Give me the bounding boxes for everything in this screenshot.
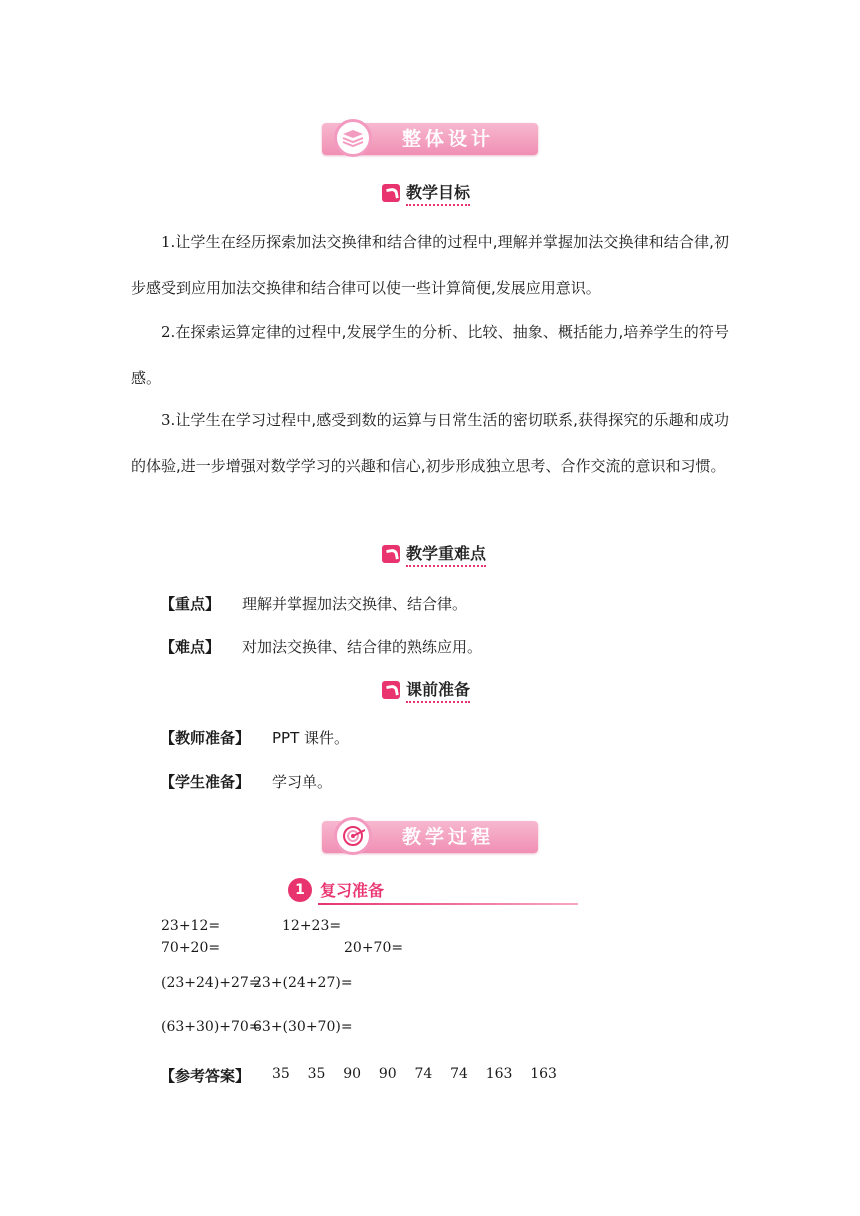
key-point-row bbox=[160, 593, 468, 614]
hard-point-text: 对加法交换律、结合律的熟练应用。 bbox=[242, 638, 483, 656]
exercise-item: 63+(30+70)= bbox=[253, 1019, 353, 1035]
key-point-text: 理解并掌握加法交换律、结合律。 bbox=[242, 595, 468, 613]
exercise-item: 70+20= bbox=[161, 940, 221, 956]
exercise-item: 23+(24+27)= bbox=[253, 975, 353, 991]
exercise-item: 23+12= bbox=[161, 918, 221, 934]
exercise-item: 12+23= bbox=[282, 918, 342, 934]
exercise-item: (63+30)+70= bbox=[161, 1019, 261, 1035]
answers-values: 35 35 90 90 74 74 163 163 bbox=[272, 1066, 557, 1082]
teaching-process-banner bbox=[322, 821, 538, 853]
exercise-item: (23+24)+27= bbox=[161, 975, 261, 991]
student-prep-row bbox=[160, 771, 333, 792]
section-heading-preparation bbox=[382, 677, 470, 703]
student-prep-text: 学习单。 bbox=[272, 773, 333, 791]
flag-icon bbox=[382, 184, 400, 202]
step-title: 复习准备 bbox=[320, 881, 385, 900]
teacher-prep-text: PPT 课件。 bbox=[272, 729, 350, 747]
hard-point-row bbox=[160, 636, 483, 657]
flag-icon bbox=[382, 545, 400, 563]
step-1-heading bbox=[288, 877, 578, 905]
overall-design-banner bbox=[322, 123, 538, 155]
key-point-tag: 【重点】 bbox=[160, 595, 221, 613]
step-underline bbox=[318, 903, 578, 905]
student-prep-tag: 【学生准备】 bbox=[160, 773, 251, 791]
answers-tag: 【参考答案】 bbox=[160, 1067, 251, 1085]
section-heading-goals bbox=[382, 180, 470, 206]
target-icon bbox=[334, 817, 372, 855]
goal-paragraph-3: 3.让学生在学习过程中,感受到数的运算与日常生活的密切联系,获得探究的乐趣和成功的体验,进一步增强对数学学习的兴趣和信心,初步形成独立思考、合作交流的意识和习惯。 bbox=[131, 411, 729, 475]
flag-icon bbox=[382, 681, 400, 699]
book-icon bbox=[334, 119, 372, 157]
banner-title: 教学过程 bbox=[402, 826, 495, 848]
teacher-prep-tag: 【教师准备】 bbox=[160, 729, 251, 747]
goal-paragraph-1: 1.让学生在经历探索加法交换律和结合律的过程中,理解并掌握加法交换律和结合律,初步感受到应用加法交换律和结合律可以使一些计算简便,发展应用意识。 bbox=[131, 233, 729, 297]
banner-title: 整体设计 bbox=[402, 128, 495, 150]
answers-row bbox=[160, 1065, 557, 1086]
section-heading-keypoints bbox=[382, 541, 486, 567]
section-title: 教学目标 bbox=[406, 180, 470, 206]
goal-paragraph-2: 2.在探索运算定律的过程中,发展学生的分析、比较、抽象、概括能力,培养学生的符号感。 bbox=[131, 323, 729, 387]
section-title: 教学重难点 bbox=[406, 541, 486, 567]
teacher-prep-row bbox=[160, 727, 350, 748]
hard-point-tag: 【难点】 bbox=[160, 638, 221, 656]
section-title: 课前准备 bbox=[406, 677, 470, 703]
step-number: 1 bbox=[288, 878, 312, 902]
exercise-item: 20+70= bbox=[344, 940, 404, 956]
